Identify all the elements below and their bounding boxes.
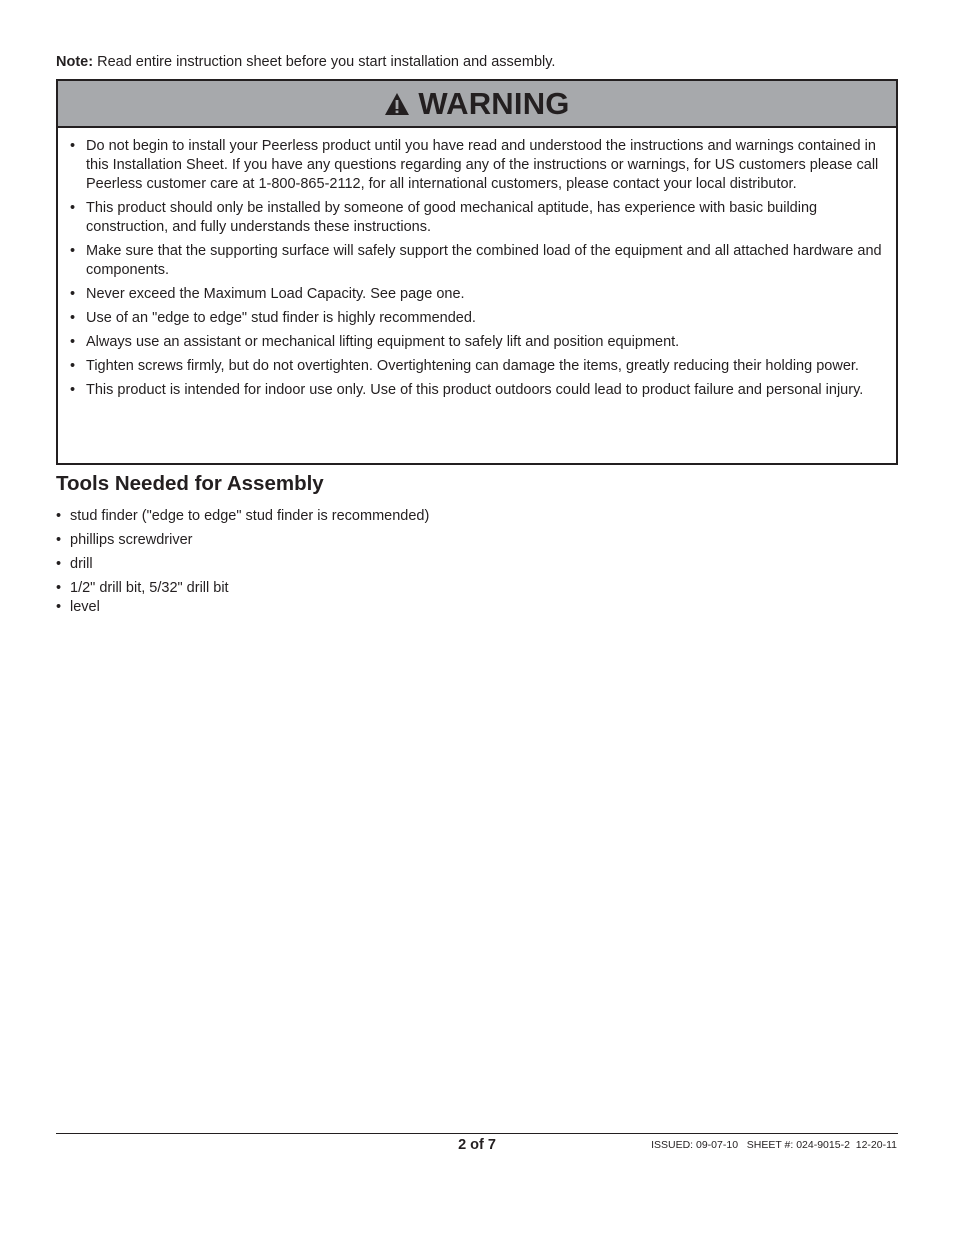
warning-item: • Always use an assistant or mechanical lifting equipment to safely lift and position equipment. xyxy=(70,333,882,352)
warning-title: WARNING xyxy=(418,85,570,121)
warning-triangle-icon xyxy=(384,92,410,116)
warning-header xyxy=(58,81,896,128)
note-line xyxy=(56,53,555,71)
warning-item: • Never exceed the Maximum Load Capacity. See page one. xyxy=(70,285,882,304)
tools-list xyxy=(56,507,429,622)
tool-item: • level xyxy=(56,598,429,617)
tool-item: • 1/2" drill bit, 5/32" drill bit xyxy=(56,579,429,598)
warning-item: • This product should only be installed by someone of good mechanical aptitude, has experience with basic building construction, and fully understands these instructions. xyxy=(70,199,882,237)
warning-item: • Make sure that the supporting surface will safely support the combined load of the equipment and all attached hardware and components. xyxy=(70,242,882,280)
tool-item: • drill xyxy=(56,555,429,574)
tools-title: Tools Needed for Assembly xyxy=(56,472,324,495)
issued-sheet-info: ISSUED: 09-07-10 SHEET #: 024-9015-2 12-20-11 xyxy=(651,1139,897,1151)
tool-item: • phillips screwdriver xyxy=(56,531,429,550)
warning-item: • Do not begin to install your Peerless product until you have read and understood the instructions and warnings contained in this Installation Sheet. If you have any questions regarding any of the instructions or warnings, for US customers please call Peerless customer care at 1-800-865-2112, for all international customers, please contact your local distributor. xyxy=(70,137,882,194)
tool-item: • stud finder ("edge to edge" stud finder is recommended) xyxy=(56,507,429,526)
warning-item: • Tighten screws firmly, but do not overtighten. Overtightening can damage the items, greatly reducing their holding power. xyxy=(70,357,882,376)
note-text: Read entire instruction sheet before you start installation and assembly. xyxy=(93,54,556,70)
footer-divider xyxy=(56,1133,898,1134)
warning-box xyxy=(56,79,898,465)
warning-item: • Use of an "edge to edge" stud finder is highly recommended. xyxy=(70,309,882,328)
note-label: Note: xyxy=(56,54,94,70)
page-number: 2 of 7 xyxy=(458,1137,496,1153)
warning-item: • This product is intended for indoor use only. Use of this product outdoors could lead to product failure and personal injury. xyxy=(70,381,882,400)
warning-list xyxy=(58,128,896,400)
